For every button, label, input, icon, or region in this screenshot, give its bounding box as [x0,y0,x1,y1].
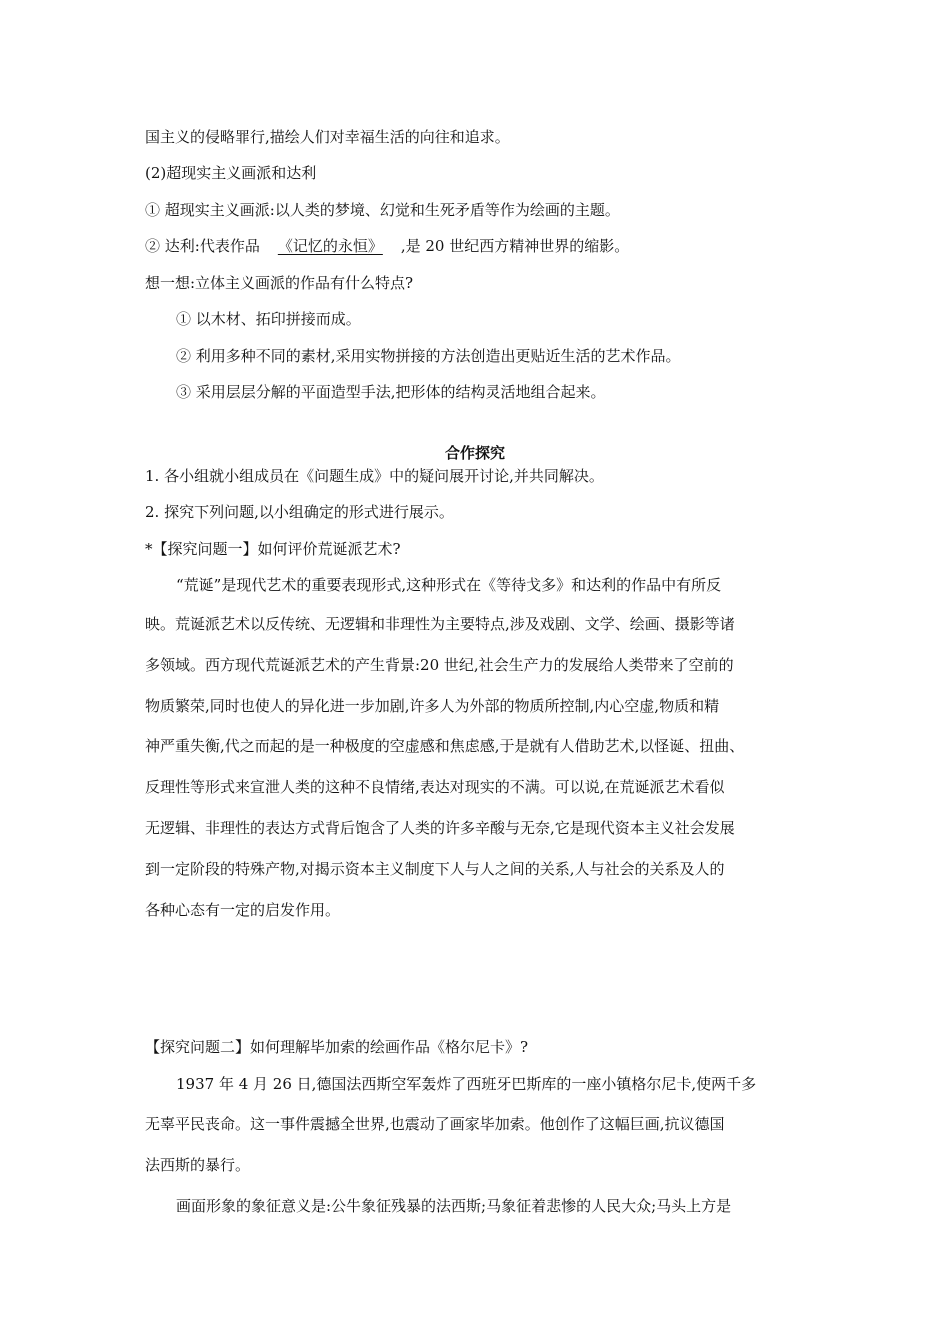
paragraph-line: 神严重失衡,代之而起的是一种极度的空虚感和焦虑感,于是就有人借助艺术,以怪诞、扭曲、 [145,737,745,755]
list-item: 1. 各小组就小组成员在《问题生成》中的疑问展开讨论,并共同解决。 [145,467,604,485]
paragraph-line: 反理性等形式来宣泄人类的这种不良情绪,表达对现实的不满。可以说,在荒诞派艺术看似 [145,778,725,796]
paragraph-line: 无逻辑、非理性的表达方式背后饱含了人类的许多辛酸与无奈,它是现代资本主义社会发展 [145,819,735,837]
paragraph-line: 各种心态有一定的启发作用。 [145,901,341,919]
option-item: ③ 采用层层分解的平面造型手法,把形体的结构灵活地组合起来。 [176,383,606,401]
paragraph-line: “荒诞”是现代艺术的重要表现形式,这种形式在《等待戈多》和达利的作品中有所反 [176,576,722,594]
option-item: ① 以木材、拓印拼接而成。 [176,310,361,328]
paragraph-line: 映。荒诞派艺术以反传统、无逻辑和非理性为主要特点,涉及戏剧、文学、绘画、摄影等诸 [145,615,735,633]
list-item: 2. 探究下列问题,以小组确定的形式进行展示。 [145,503,454,521]
paragraph-line: 画面形象的象征意义是:公牛象征残暴的法西斯;马象征着悲惨的人民大众;马头上方是 [176,1197,732,1215]
think-question: 想一想:立体主义画派的作品有什么特点? [145,274,414,292]
subheading-surrealism: (2)超现实主义画派和达利 [145,164,317,182]
paragraph-line: 物质繁荣,同时也使人的异化进一步加剧,许多人为外部的物质所控制,内心空虚,物质和精 [145,697,720,715]
option-item: ② 利用多种不同的素材,采用实物拼接的方法创造出更贴近生活的艺术作品。 [176,347,681,365]
question-title: *【探究问题一】如何评价荒诞派艺术? [145,540,401,558]
text-line: ① 超现实主义画派:以人类的梦境、幻觉和生死矛盾等作为绘画的主题。 [145,201,620,219]
paragraph-line: 1937 年 4 月 26 日,德国法西斯空军轰炸了西班牙巴斯库的一座小镇格尔尼卡,使两千多 [176,1075,757,1093]
fill-in-suffix: ,是 20 世纪西方精神世界的缩影。 [400,237,630,255]
question-title: 【探究问题二】如何理解毕加索的绘画作品《格尔尼卡》? [145,1038,529,1056]
fill-in-prefix: ② 达利:代表作品 [145,237,260,255]
fill-in-answer: 《记忆的永恒》 [277,237,383,255]
paragraph-line: 法西斯的暴行。 [145,1156,251,1174]
paragraph-line: 多领域。西方现代荒诞派艺术的产生背景:20 世纪,社会生产力的发展给人类带来了空前的 [145,656,734,674]
section-title: 合作探究 [444,444,505,462]
text-line: 国主义的侵略罪行,描绘人们对幸福生活的向往和追求。 [145,128,510,146]
fill-in-line [145,236,629,256]
paragraph-line: 到一定阶段的特殊产物,对揭示资本主义制度下人与人之间的关系,人与社会的关系及人的 [145,860,725,878]
paragraph-line: 无辜平民丧命。这一事件震撼全世界,也震动了画家毕加索。他创作了这幅巨画,抗议德国 [145,1115,725,1133]
